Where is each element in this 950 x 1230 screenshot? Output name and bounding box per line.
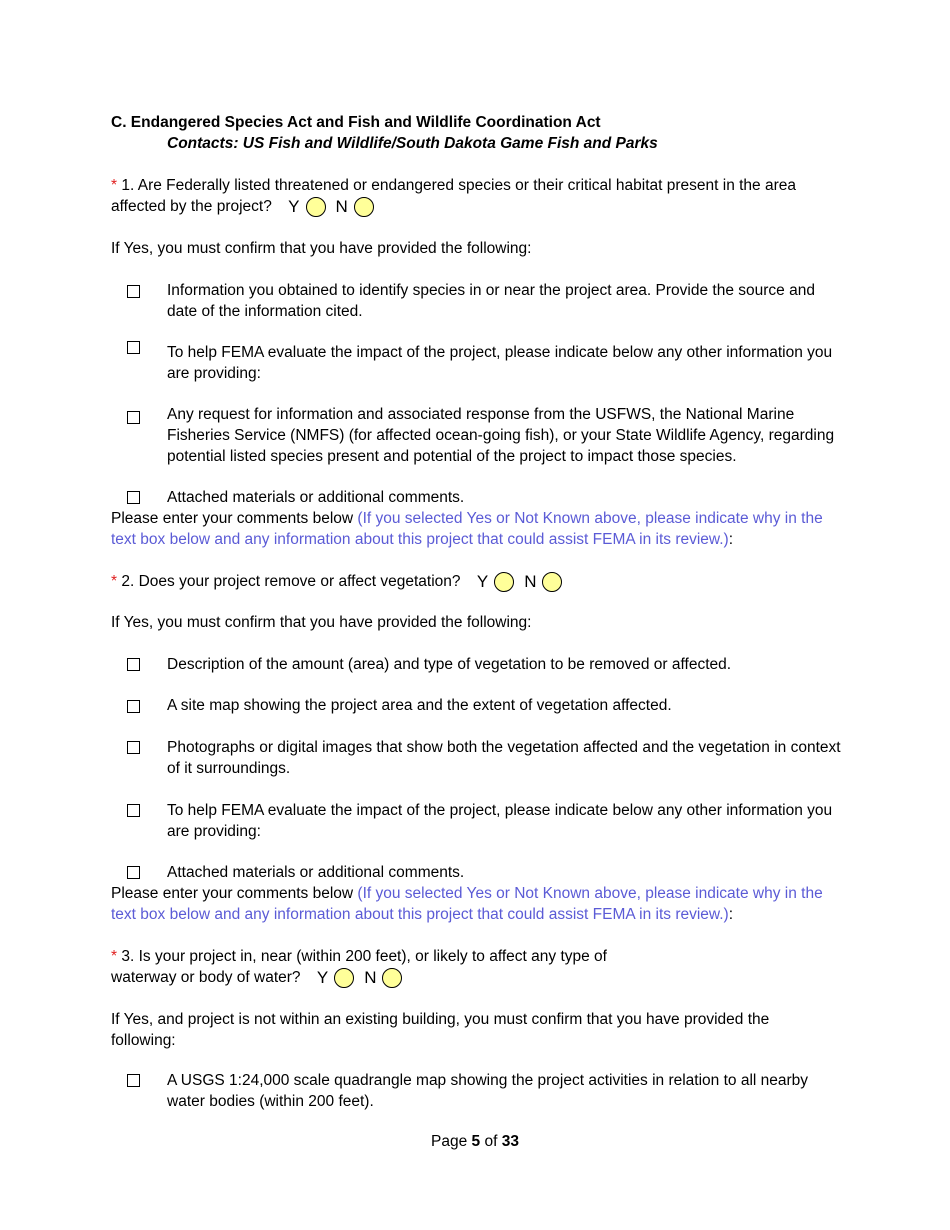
question-1 [111, 175, 851, 196]
of-label: of [484, 1133, 498, 1150]
comments-prompt-text: Please enter your comments below [111, 510, 354, 527]
question-2-text: 2. Does your project remove or affect vegetation? [121, 573, 461, 590]
no-label: N [524, 572, 537, 592]
q2-item-3-text: Photographs or digital images that show both the vegetation affected and the vegetation in context of it surroundings. [167, 739, 841, 777]
section-contacts: Contacts: US Fish and Wildlife/South Dakota Game Fish and Parks [167, 135, 658, 152]
q2-item-5-checkbox[interactable] [127, 866, 140, 879]
question-1-confirm: If Yes, you must confirm that you have provided the following: [111, 240, 532, 257]
question-2-confirm: If Yes, you must confirm that you have provided the following: [111, 614, 532, 631]
yes-label: Y [476, 572, 489, 592]
comments-hint: (If you selected Yes or Not Known above, please indicate why in the text box below and any information about this project that could assist FEMA in its review.) [111, 510, 823, 548]
comments-hint: (If you selected Yes or Not Known above, please indicate why in the text box below and any information about this project that could assist FEMA in its review.) [111, 885, 823, 923]
no-label: N [364, 968, 377, 988]
question-2-yes-radio[interactable] [494, 572, 514, 592]
required-marker: * [111, 177, 118, 194]
question-3-yes-no [317, 967, 413, 988]
question-2-yes-no [477, 571, 573, 592]
question-3-line2: waterway or body of water? [111, 969, 301, 986]
question-1-yes-no [288, 196, 384, 217]
comments-prompt-text: Please enter your comments below [111, 885, 354, 902]
question-1-line1: 1. Are Federally listed threatened or endangered species or their critical habitat present in the area [121, 177, 797, 194]
q2-item-1-text: Description of the amount (area) and type of vegetation to be removed or affected. [167, 656, 732, 673]
page-total: 33 [501, 1133, 519, 1150]
yes-label: Y [316, 968, 329, 988]
comments-colon: : [728, 906, 734, 923]
q2-item-3-checkbox[interactable] [127, 741, 140, 754]
q2-comments-prompt [111, 883, 841, 925]
question-3-line1: 3. Is your project in, near (within 200 feet), or likely to affect any type of [121, 948, 607, 965]
question-3-answer-row [111, 967, 412, 988]
comments-colon: : [728, 531, 734, 548]
q3-item-1-text: A USGS 1:24,000 scale quadrangle map showing the project activities in relation to all nearby water bodies (within 200 feet). [167, 1072, 809, 1110]
page-number: 5 [471, 1133, 481, 1150]
q2-item-4-text: To help FEMA evaluate the impact of the project, please indicate below any other information you are providing: [167, 802, 833, 840]
question-3 [111, 946, 607, 967]
q1-comments-prompt [111, 508, 841, 550]
question-3-no-radio[interactable] [382, 968, 402, 988]
q1-item-3-checkbox[interactable] [127, 411, 140, 424]
page-label: Page [431, 1133, 468, 1150]
section-title: C. Endangered Species Act and Fish and Wildlife Coordination Act [111, 114, 601, 131]
question-1-line2: affected by the project? [111, 198, 272, 215]
no-label: N [335, 197, 348, 217]
question-3-yes-radio[interactable] [334, 968, 354, 988]
q2-item-2-text: A site map showing the project area and the extent of vegetation affected. [167, 697, 672, 714]
q1-item-1-text: Information you obtained to identify species in or near the project area. Provide the source and date of the information cited. [167, 282, 815, 320]
q1-item-2-checkbox[interactable] [127, 341, 140, 354]
q1-item-4-checkbox[interactable] [127, 491, 140, 504]
q2-item-1-checkbox[interactable] [127, 658, 140, 671]
question-3-confirm: If Yes, and project is not within an existing building, you must confirm that you have provided the following: [111, 1011, 770, 1049]
required-marker: * [111, 573, 118, 590]
page-footer [0, 1131, 950, 1152]
q1-item-2-text: To help FEMA evaluate the impact of the project, please indicate below any other information you are providing: [167, 344, 833, 382]
required-marker: * [111, 948, 118, 965]
question-1-yes-radio[interactable] [306, 197, 326, 217]
q2-item-4-checkbox[interactable] [127, 804, 140, 817]
q3-item-1-checkbox[interactable] [127, 1074, 140, 1087]
question-1-answer-row [111, 196, 384, 217]
q1-item-1-checkbox[interactable] [127, 285, 140, 298]
yes-label: Y [288, 197, 300, 217]
question-2-no-radio[interactable] [542, 572, 562, 592]
q1-item-4-text: Attached materials or additional comments. [167, 489, 465, 506]
q2-item-5-text: Attached materials or additional comments. [167, 864, 465, 881]
question-2 [111, 571, 572, 592]
q1-item-3-text: Any request for information and associated response from the USFWS, the National Marine Fisheries Service (NMFS) (for affected ocean-going fish), or your State Wildlife Agency, regarding potential listed species present and potential of the project to impact those species. [167, 406, 835, 465]
question-1-no-radio[interactable] [354, 197, 374, 217]
q2-item-2-checkbox[interactable] [127, 700, 140, 713]
